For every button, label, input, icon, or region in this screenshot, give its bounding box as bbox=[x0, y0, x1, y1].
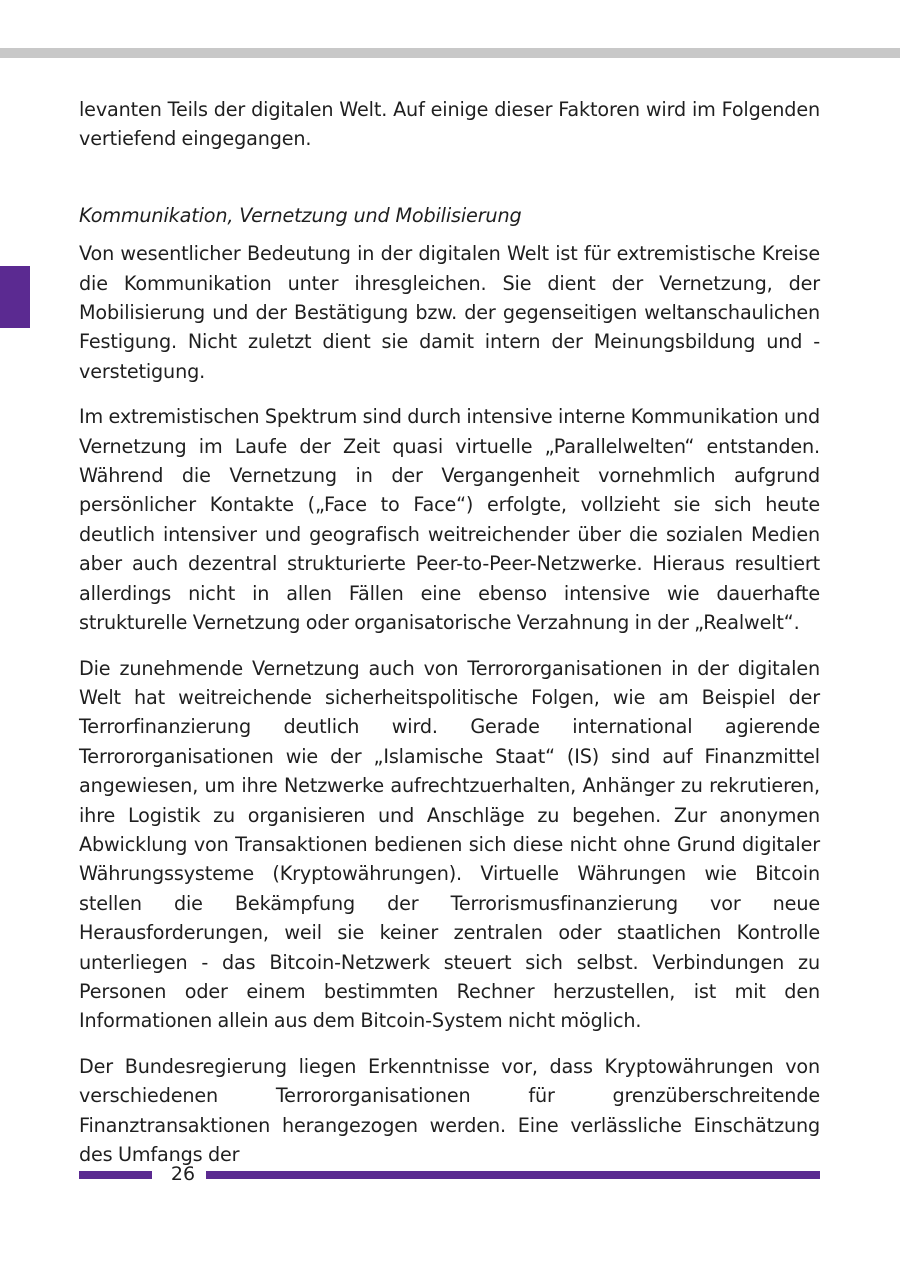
page-content bbox=[79, 95, 820, 1169]
spacer bbox=[79, 638, 820, 654]
spacer bbox=[79, 230, 820, 239]
spacer bbox=[79, 386, 820, 402]
paragraph-2: Im extremistischen Spektrum sind durch intensive interne Kommunikation und Vernetzung im Laufe der Zeit quasi virtuelle „Parallelwelten“ entstanden. Während die Vernetzung in der Vergangenheit vornehmlich aufgrund persönlicher Kontakte („Face to Face“) erfolgte, vollzieht sie sich heute deutlich intensiver und geografisch weitreichender über die sozialen Medien aber auch dezentral strukturierte Peer-to-Peer-Netzwerke. Hieraus resultiert allerdings nicht in allen Fällen eine ebenso intensive wie dauerhafte strukturelle Vernetzung oder organisatorische Verzahnung in der „Realwelt“. bbox=[79, 405, 820, 635]
page-number: 26 bbox=[170, 1163, 196, 1185]
intro-paragraph: levanten Teils der digitalen Welt. Auf einige dieser Faktoren wird im Folgenden vertiefend eingegangen. bbox=[79, 98, 820, 151]
paragraph-4: Der Bundesregierung liegen Erkenntnisse vor, dass Kryptowährungen von verschiedenen Terrororganisationen für grenzüberschreitende Finanztransaktionen herangezogen werden. Eine verlässliche Einschätzung des Umfangs der bbox=[79, 1054, 820, 1166]
page-footer bbox=[79, 1160, 820, 1188]
footer-bar-right bbox=[206, 1171, 820, 1179]
paragraph-1: Von wesentlicher Bedeutung in der digitalen Welt ist für extremistische Kreise die Kommunikation unter ihresgleichen. Sie dient der Vernetzung, der Mobilisierung und der Bestätigung bzw. der gegenseitigen weltanschaulichen Festigung. Nicht zuletzt dient sie damit intern der Meinungsbildung und -verstetigung. bbox=[79, 242, 820, 383]
section-heading: Kommunikation, Vernetzung und Mobilisierung bbox=[79, 203, 522, 227]
spacer bbox=[79, 154, 820, 201]
chapter-side-marker bbox=[0, 266, 30, 328]
footer-bar-left bbox=[79, 1171, 152, 1179]
paragraph-3: Die zunehmende Vernetzung auch von Terrororganisationen in der digitalen Welt hat weitreichende sicherheitspolitische Folgen, wie am Beispiel der Terrorfinanzierung deutlich wird. Gerade international agierende Terrororganisationen wie der „Islamische Staat“ (IS) sind auf Finanzmittel angewiesen, um ihre Netzwerke aufrechtzuerhalten, Anhänger zu rekrutieren, ihre Logistik zu organisieren und Anschläge zu begehen. Zur anonymen Abwicklung von Transaktionen bedienen sich diese nicht ohne Grund digitaler Währungssysteme (Kryptowährungen). Virtuelle Währungen wie Bitcoin stellen die Bekämpfung der Terrorismusfinanzierung vor neue Herausforderungen, weil sie keiner zentralen oder staatlichen Kontrolle unterliegen - das Bitcoin-Netzwerk steuert sich selbst. Verbindungen zu Personen oder einem bestimmten Rechner herzustellen, ist mit den Informationen allein aus dem Bitcoin-System nicht möglich. bbox=[79, 656, 820, 1033]
top-rule bbox=[0, 48, 900, 58]
spacer bbox=[79, 1036, 820, 1052]
